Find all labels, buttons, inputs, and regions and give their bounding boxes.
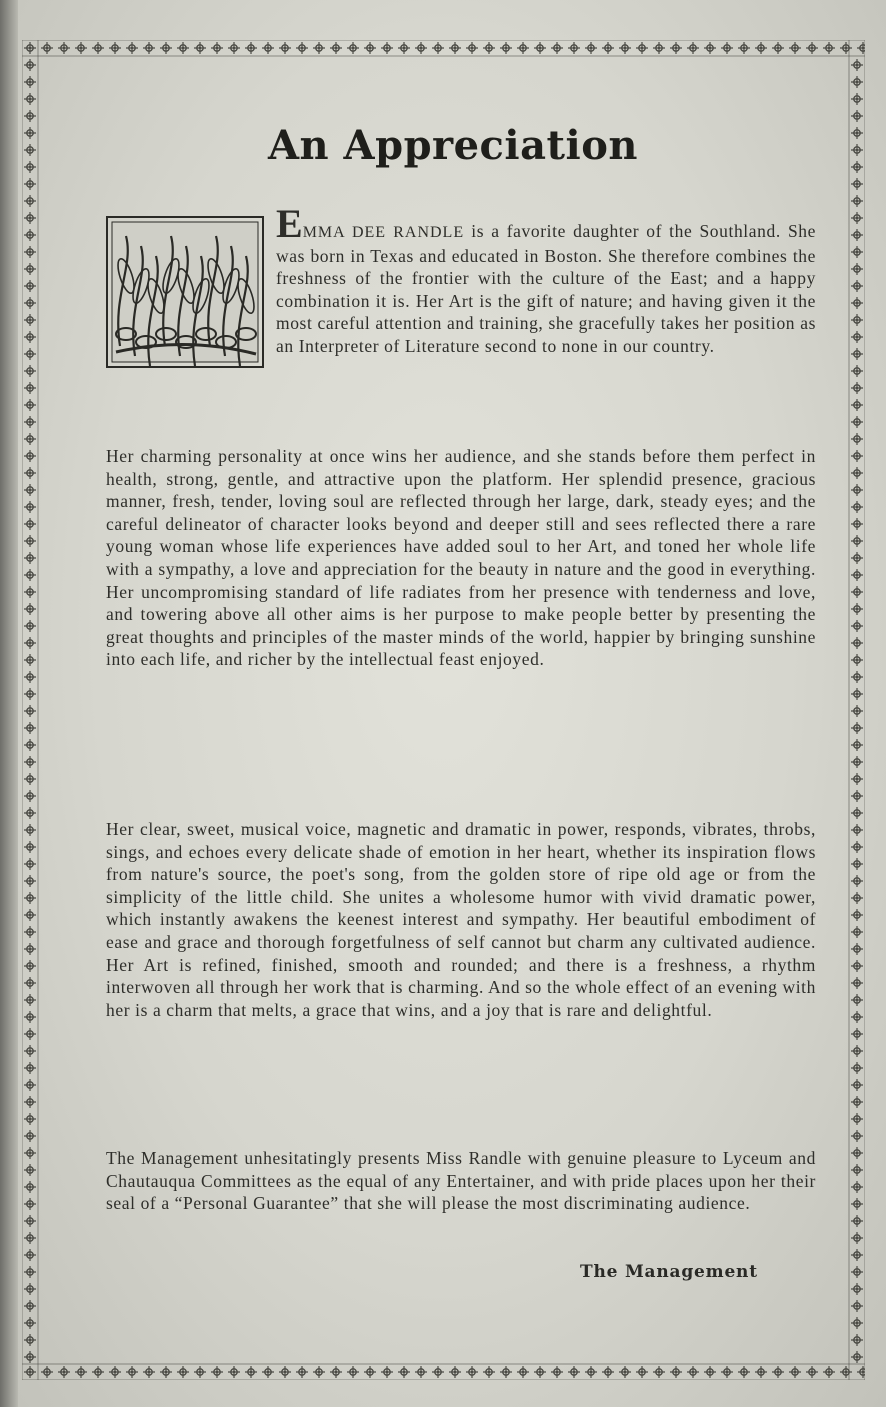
name-smallcaps: MMA DEE RANDLE — [302, 224, 465, 241]
floral-initial-icon — [106, 216, 264, 368]
paragraph-1-text: is a favorite daughter of the Southland. She was born in Texas and educated in Boston. She therefore combines the freshness of the frontier with the culture of the East; and a happy combination it is. Her Art is the gift of nature; and having given it the most careful attention and training, she gracefully takes her position as an Interpreter of Literature second to none in our country. — [276, 221, 816, 356]
signature: The Management — [580, 1262, 758, 1282]
paragraph-4: The Management unhesitatingly presents Miss Randle with genuine pleasure to Lyceum and Chautauqua Committees as the equal of any Entertainer, and with pride places upon her their seal of a “Personal Guarantee” that she will please the most discriminating audience. — [106, 1148, 816, 1214]
paragraph-2: Her charming personality at once wins her audience, and she stands before them perfect in health, strong, gentle, and attractive upon the platform. Her splendid presence, gracious manner, fresh, tender, loving soul are reflected through her large, dark, steady eyes; and the careful delineator of character looks beyond and deeper still and sees reflected there a rare young woman whose life experiences have added soul to her Art, and toned her whole life with a sympathy, a love and appreciation for the beauty in nature and the good in everything. Her uncompromising standard of life radiates from her presence with tenderness and love, and towering above all other aims is her purpose to make people better by presenting the great thoughts and principles of the master minds of the world, happier by bringing sunshine into each life, and richer by the intellectual feast enjoyed. — [106, 446, 816, 670]
page-title: An Appreciation — [268, 122, 638, 169]
paragraph-1 — [106, 201, 816, 370]
drop-cap-letter: E — [276, 201, 303, 246]
decorative-initial-illustration — [106, 216, 264, 368]
paragraph-3: Her clear, sweet, musical voice, magnetic and dramatic in power, responds, vibrates, throbs, sings, and echoes every delicate shade of emotion in her heart, whether its inspiration flows from nature's source, the poet's song, from the golden store of ripe old age or from the simplicity of the little child. She unites a wholesome humor with vivid dramatic power, which instantly awakens the keenest interest and sympathy. Her beautiful embodiment of ease and grace and thorough forgetfulness of self cannot but charm any cultivated audience. Her Art is refined, finished, smooth and rounded; and there is a freshness, a rhythm interwoven all through her work that is charming. And so the whole effect of an evening with her is a charm that melts, a grace that wins, and a joy that is rare and delightful. — [106, 819, 816, 1020]
